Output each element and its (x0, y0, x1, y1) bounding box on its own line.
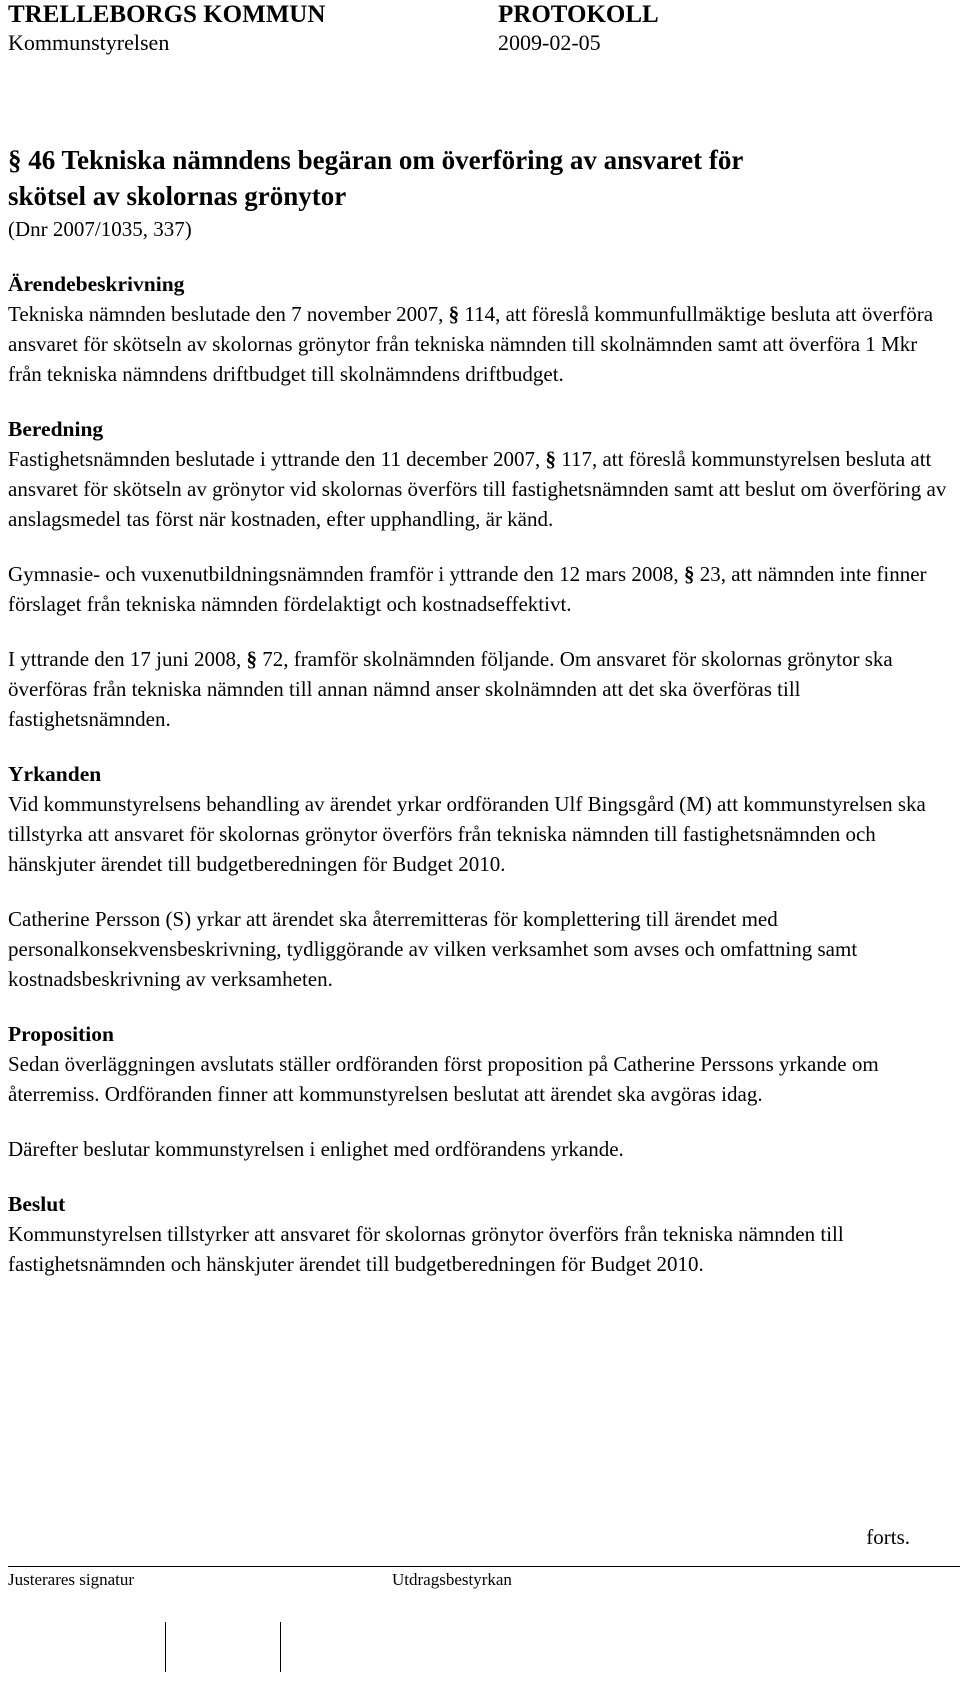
text: 72, framför skolnämnden följande. Om ansvaret för skolornas grönytor ska överföras från tekniska nämnden till annan nämnd anser skolnämnden att det ska överföras till fastighetsnämnden. (8, 647, 893, 731)
case-title (8, 142, 953, 214)
footer-signature-label: Justerares signatur (8, 1570, 135, 1589)
continued-note: forts. (866, 1525, 910, 1549)
section-symbol: § (8, 145, 22, 175)
page-header (8, 0, 958, 60)
paragraph (8, 644, 953, 734)
footer-divider (8, 1566, 960, 1567)
section-beslut (8, 1189, 953, 1279)
text: Gymnasie- och vuxenutbildningsnämnden framför i yttrande den 12 mars 2008, (8, 562, 679, 586)
section-arendebeskrivning (8, 269, 953, 389)
signature-box-divider (280, 1622, 281, 1672)
section-symbol: § (545, 447, 556, 471)
org-name: TRELLEBORGS KOMMUN (8, 1, 326, 28)
section-beredning (8, 414, 953, 734)
heading-beredning: Beredning (8, 417, 104, 441)
section-proposition (8, 1019, 953, 1164)
paragraph: Kommunstyrelsen tillstyrker att ansvaret för skolornas grönytor överförs från tekniska nämnden till fastighetsnämnden och hänskjuter ärendet till budgetberedningen för Budget 2010. (8, 1222, 844, 1276)
text: Fastighetsnämnden beslutade i yttrande den 11 december 2007, (8, 447, 541, 471)
case-number: 46 (28, 145, 56, 175)
paragraph: Catherine Persson (S) yrkar att ärendet ska återremitteras för komplettering till ärendet med personalkonsekvensbeskrivning, tydliggörande av vilken verksamhet som avses och omfattning samt kostnadsbeskrivning av verksamheten. (8, 907, 858, 991)
meeting-date: 2009-02-05 (498, 30, 601, 55)
text: 117, att föreslå kommunstyrelsen besluta att ansvaret för skötseln av grönytor vid skolornas överförs till fastighetsnämnden samt att beslut om överföring av anslagsmedel tas först när kostnaden, efter upphandling, är känd. (8, 447, 947, 531)
case-dnr: (Dnr 2007/1035, 337) (8, 217, 192, 241)
doc-type: PROTOKOLL (498, 1, 659, 28)
document-body (8, 142, 953, 1304)
text: 23, att nämnden inte finner förslaget från tekniska nämnden fördelaktigt och kostnadseffektivt. (8, 562, 927, 616)
paragraph (8, 559, 953, 619)
text: Tekniska nämnden beslutade den 7 november 2007, (8, 302, 444, 326)
case-title-line1: Tekniska nämndens begäran om överföring av ansvaret för (61, 145, 744, 175)
paragraph: Sedan överläggningen avslutats ställer ordföranden först proposition på Catherine Perssons yrkande om återremiss. Ordföranden finner att kommunstyrelsen beslutat att ärendet ska avgöras idag. (8, 1052, 879, 1106)
section-symbol: § (683, 562, 695, 586)
paragraph: Vid kommunstyrelsens behandling av ärendet yrkar ordföranden Ulf Bingsgård (M) att kommunstyrelsen ska tillstyrka att ansvaret för skolornas grönytor överförs från tekniska nämnden till fastighetsnämnden och hänskjuter ärendet till budgetberedningen för Budget 2010. (8, 792, 926, 876)
paragraph (8, 299, 953, 389)
text: 114, att föreslå kommunfullmäktige besluta att överföra ansvaret för skötseln av skolornas grönytor från tekniska nämnden till skolnämnden samt att överföra 1 Mkr från tekniska nämndens driftbudget till skolnämndens driftbudget. (8, 302, 934, 386)
heading-proposition: Proposition (8, 1022, 114, 1046)
heading-beslut: Beslut (8, 1192, 66, 1216)
issuing-body: Kommunstyrelsen (8, 30, 170, 55)
case-title-line2: skötsel av skolornas grönytor (8, 181, 347, 211)
footer-certification-label: Utdragsbestyrkan (392, 1570, 512, 1589)
text: I yttrande den 17 juni 2008, (8, 647, 242, 671)
paragraph (8, 444, 953, 534)
section-symbol: § (246, 647, 258, 671)
section-yrkanden (8, 759, 953, 994)
paragraph: Därefter beslutar kommunstyrelsen i enlighet med ordförandens yrkande. (8, 1137, 624, 1161)
signature-box-divider (165, 1622, 166, 1672)
heading-arendebeskrivning: Ärendebeskrivning (8, 272, 185, 296)
section-symbol: § (448, 302, 460, 326)
heading-yrkanden: Yrkanden (8, 762, 102, 786)
